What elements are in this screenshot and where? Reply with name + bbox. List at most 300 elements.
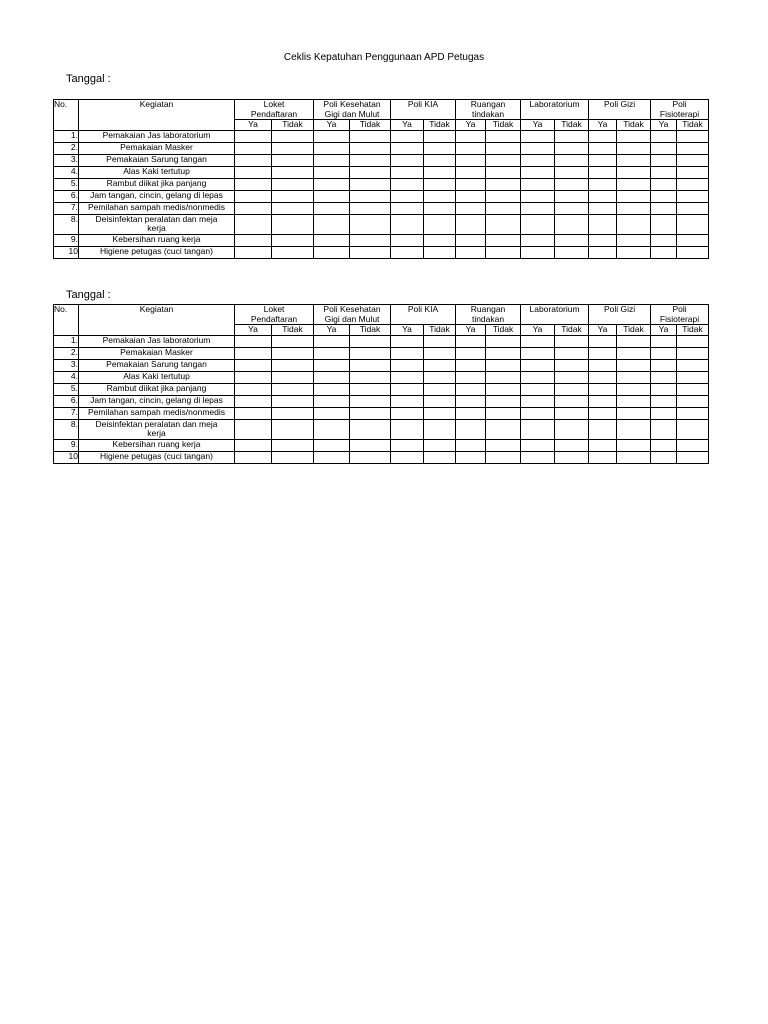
check-cell-no[interactable] (272, 246, 314, 258)
check-cell-no[interactable] (272, 439, 314, 451)
check-cell-no[interactable] (677, 166, 709, 178)
check-cell-yes[interactable] (235, 335, 272, 347)
check-cell-yes[interactable] (314, 142, 350, 154)
check-cell-yes[interactable] (314, 439, 350, 451)
item-number: 7. (54, 202, 79, 214)
check-cell-no[interactable] (424, 395, 456, 407)
check-cell-yes[interactable] (314, 371, 350, 383)
check-cell-yes[interactable] (651, 214, 677, 234)
check-cell-yes[interactable] (651, 359, 677, 371)
check-cell-yes[interactable] (391, 359, 424, 371)
check-cell-no[interactable] (677, 439, 709, 451)
check-cell-no[interactable] (424, 142, 456, 154)
check-cell-yes[interactable] (314, 130, 350, 142)
check-cell-yes[interactable] (314, 347, 350, 359)
check-cell-yes[interactable] (456, 202, 486, 214)
header-no-option: Tidak (677, 325, 709, 336)
check-cell-no[interactable] (424, 190, 456, 202)
check-cell-yes[interactable] (235, 439, 272, 451)
check-cell-yes[interactable] (391, 347, 424, 359)
check-cell-no[interactable] (350, 395, 391, 407)
check-cell-yes[interactable] (651, 234, 677, 246)
check-cell-no[interactable] (555, 234, 589, 246)
check-cell-no[interactable] (555, 347, 589, 359)
check-cell-no[interactable] (272, 154, 314, 166)
check-cell-yes[interactable] (314, 407, 350, 419)
check-cell-yes[interactable] (391, 202, 424, 214)
check-cell-no[interactable] (272, 407, 314, 419)
check-cell-no[interactable] (617, 335, 651, 347)
check-cell-no[interactable] (272, 130, 314, 142)
check-cell-yes[interactable] (589, 439, 617, 451)
item-activity (79, 154, 235, 166)
header-no-option: Tidak (424, 120, 456, 131)
check-cell-yes[interactable] (456, 166, 486, 178)
check-cell-yes[interactable] (521, 335, 555, 347)
check-cell-no[interactable] (617, 154, 651, 166)
check-cell-no[interactable] (677, 234, 709, 246)
check-cell-no[interactable] (424, 383, 456, 395)
check-cell-yes[interactable] (391, 371, 424, 383)
check-cell-no[interactable] (424, 371, 456, 383)
check-cell-no[interactable] (677, 383, 709, 395)
check-cell-yes[interactable] (521, 439, 555, 451)
check-cell-no[interactable] (272, 419, 314, 439)
check-cell-yes[interactable] (235, 395, 272, 407)
check-cell-no[interactable] (677, 395, 709, 407)
check-cell-no[interactable] (272, 383, 314, 395)
check-cell-yes[interactable] (314, 419, 350, 439)
check-cell-yes[interactable] (314, 214, 350, 234)
check-cell-yes[interactable] (589, 190, 617, 202)
check-cell-no[interactable] (486, 190, 521, 202)
check-cell-yes[interactable] (235, 359, 272, 371)
check-cell-yes[interactable] (235, 234, 272, 246)
check-cell-no[interactable] (272, 214, 314, 234)
check-cell-no[interactable] (486, 335, 521, 347)
check-cell-yes[interactable] (314, 166, 350, 178)
check-cell-yes[interactable] (456, 142, 486, 154)
check-cell-no[interactable] (272, 347, 314, 359)
check-cell-yes[interactable] (391, 439, 424, 451)
check-cell-no[interactable] (677, 347, 709, 359)
check-cell-yes[interactable] (651, 371, 677, 383)
check-cell-yes[interactable] (456, 190, 486, 202)
check-cell-no[interactable] (677, 335, 709, 347)
check-cell-yes[interactable] (456, 154, 486, 166)
check-cell-no[interactable] (617, 371, 651, 383)
check-cell-no[interactable] (555, 335, 589, 347)
check-cell-yes[interactable] (651, 383, 677, 395)
check-cell-no[interactable] (617, 234, 651, 246)
check-cell-yes[interactable] (589, 359, 617, 371)
header-area (589, 305, 651, 325)
check-cell-no[interactable] (555, 142, 589, 154)
check-cell-no[interactable] (350, 439, 391, 451)
check-cell-no[interactable] (486, 371, 521, 383)
check-cell-yes[interactable] (589, 246, 617, 258)
check-cell-no[interactable] (424, 214, 456, 234)
check-cell-yes[interactable] (589, 383, 617, 395)
header-area (651, 305, 709, 325)
check-cell-no[interactable] (424, 359, 456, 371)
check-cell-no[interactable] (677, 142, 709, 154)
check-cell-no[interactable] (555, 359, 589, 371)
check-cell-no[interactable] (617, 190, 651, 202)
check-cell-no[interactable] (350, 214, 391, 234)
check-cell-no[interactable] (617, 395, 651, 407)
check-cell-yes[interactable] (456, 395, 486, 407)
check-cell-yes[interactable] (521, 419, 555, 439)
check-cell-no[interactable] (486, 214, 521, 234)
check-cell-no[interactable] (555, 178, 589, 190)
check-cell-no[interactable] (350, 359, 391, 371)
check-cell-no[interactable] (486, 142, 521, 154)
check-cell-no[interactable] (677, 202, 709, 214)
check-cell-no[interactable] (486, 383, 521, 395)
check-cell-no[interactable] (424, 154, 456, 166)
check-cell-no[interactable] (486, 130, 521, 142)
table-row (54, 154, 709, 166)
check-cell-no[interactable] (424, 166, 456, 178)
check-cell-no[interactable] (617, 451, 651, 463)
check-cell-yes[interactable] (456, 419, 486, 439)
check-cell-no[interactable] (350, 190, 391, 202)
check-cell-no[interactable] (677, 178, 709, 190)
check-cell-no[interactable] (424, 407, 456, 419)
check-cell-yes[interactable] (521, 371, 555, 383)
check-cell-yes[interactable] (651, 130, 677, 142)
area-label-line: Loket (263, 304, 285, 314)
check-cell-yes[interactable] (589, 154, 617, 166)
check-cell-yes[interactable] (589, 395, 617, 407)
check-cell-no[interactable] (272, 371, 314, 383)
check-cell-yes[interactable] (456, 383, 486, 395)
check-cell-no[interactable] (617, 383, 651, 395)
check-cell-no[interactable] (350, 371, 391, 383)
check-cell-yes[interactable] (235, 142, 272, 154)
check-cell-yes[interactable] (651, 395, 677, 407)
table-row (54, 371, 709, 383)
check-cell-yes[interactable] (314, 154, 350, 166)
check-cell-yes[interactable] (651, 451, 677, 463)
check-cell-yes[interactable] (521, 234, 555, 246)
check-cell-no[interactable] (617, 419, 651, 439)
check-cell-no[interactable] (617, 166, 651, 178)
check-cell-no[interactable] (677, 419, 709, 439)
area-label-line: Ruangan (470, 304, 506, 314)
check-cell-no[interactable] (555, 395, 589, 407)
check-cell-no[interactable] (486, 419, 521, 439)
check-cell-yes[interactable] (456, 178, 486, 190)
check-cell-no[interactable] (617, 439, 651, 451)
check-cell-yes[interactable] (521, 451, 555, 463)
check-cell-no[interactable] (677, 154, 709, 166)
check-cell-no[interactable] (677, 130, 709, 142)
check-cell-yes[interactable] (456, 130, 486, 142)
check-cell-yes[interactable] (651, 142, 677, 154)
check-cell-no[interactable] (424, 246, 456, 258)
check-cell-yes[interactable] (235, 178, 272, 190)
check-cell-yes[interactable] (235, 383, 272, 395)
check-cell-yes[interactable] (589, 234, 617, 246)
check-cell-no[interactable] (486, 451, 521, 463)
check-cell-yes[interactable] (314, 335, 350, 347)
check-cell-no[interactable] (350, 166, 391, 178)
check-cell-no[interactable] (424, 130, 456, 142)
check-cell-yes[interactable] (651, 166, 677, 178)
check-cell-yes[interactable] (456, 214, 486, 234)
check-cell-no[interactable] (617, 178, 651, 190)
check-cell-no[interactable] (424, 178, 456, 190)
check-cell-no[interactable] (424, 347, 456, 359)
check-cell-no[interactable] (272, 166, 314, 178)
check-cell-no[interactable] (617, 246, 651, 258)
check-cell-yes[interactable] (391, 383, 424, 395)
check-cell-no[interactable] (486, 439, 521, 451)
check-cell-yes[interactable] (235, 190, 272, 202)
header-no-option: Tidak (350, 120, 391, 131)
check-cell-no[interactable] (555, 371, 589, 383)
check-cell-yes[interactable] (589, 178, 617, 190)
check-cell-yes[interactable] (589, 347, 617, 359)
check-cell-yes[interactable] (235, 130, 272, 142)
check-cell-yes[interactable] (391, 407, 424, 419)
check-cell-yes[interactable] (235, 214, 272, 234)
check-cell-yes[interactable] (521, 246, 555, 258)
check-cell-no[interactable] (486, 166, 521, 178)
check-cell-yes[interactable] (589, 335, 617, 347)
check-cell-no[interactable] (486, 202, 521, 214)
check-cell-no[interactable] (350, 142, 391, 154)
header-area (391, 100, 456, 120)
check-cell-no[interactable] (555, 383, 589, 395)
check-cell-yes[interactable] (521, 407, 555, 419)
check-cell-yes[interactable] (521, 154, 555, 166)
check-cell-yes[interactable] (456, 234, 486, 246)
check-cell-no[interactable] (617, 142, 651, 154)
check-cell-yes[interactable] (521, 395, 555, 407)
check-cell-yes[interactable] (235, 347, 272, 359)
check-cell-no[interactable] (486, 154, 521, 166)
check-cell-no[interactable] (555, 439, 589, 451)
check-cell-no[interactable] (555, 190, 589, 202)
check-cell-yes[interactable] (235, 407, 272, 419)
check-cell-yes[interactable] (391, 190, 424, 202)
item-activity (79, 347, 235, 359)
check-cell-yes[interactable] (521, 130, 555, 142)
check-cell-no[interactable] (555, 166, 589, 178)
check-cell-no[interactable] (677, 246, 709, 258)
check-cell-no[interactable] (486, 347, 521, 359)
check-cell-no[interactable] (486, 395, 521, 407)
check-cell-no[interactable] (555, 202, 589, 214)
check-cell-no[interactable] (555, 451, 589, 463)
check-cell-yes[interactable] (391, 130, 424, 142)
check-cell-no[interactable] (272, 142, 314, 154)
check-cell-yes[interactable] (651, 407, 677, 419)
check-cell-yes[interactable] (456, 371, 486, 383)
check-cell-yes[interactable] (314, 451, 350, 463)
check-cell-yes[interactable] (651, 190, 677, 202)
check-cell-yes[interactable] (521, 142, 555, 154)
check-cell-yes[interactable] (314, 246, 350, 258)
check-cell-no[interactable] (424, 234, 456, 246)
check-cell-yes[interactable] (589, 130, 617, 142)
check-cell-yes[interactable] (235, 202, 272, 214)
check-cell-yes[interactable] (391, 451, 424, 463)
check-cell-no[interactable] (424, 419, 456, 439)
check-cell-no[interactable] (677, 214, 709, 234)
check-cell-yes[interactable] (314, 359, 350, 371)
check-cell-yes[interactable] (391, 178, 424, 190)
check-cell-yes[interactable] (235, 419, 272, 439)
check-cell-yes[interactable] (391, 246, 424, 258)
header-no-option: Tidak (677, 120, 709, 131)
check-cell-no[interactable] (424, 202, 456, 214)
check-cell-no[interactable] (350, 451, 391, 463)
check-cell-yes[interactable] (589, 451, 617, 463)
check-cell-no[interactable] (555, 407, 589, 419)
check-cell-yes[interactable] (521, 359, 555, 371)
check-cell-yes[interactable] (651, 419, 677, 439)
check-cell-yes[interactable] (651, 202, 677, 214)
check-cell-no[interactable] (555, 154, 589, 166)
check-cell-yes[interactable] (456, 439, 486, 451)
check-cell-yes[interactable] (391, 335, 424, 347)
check-cell-yes[interactable] (235, 371, 272, 383)
check-cell-yes[interactable] (235, 246, 272, 258)
check-cell-no[interactable] (486, 246, 521, 258)
check-cell-no[interactable] (486, 234, 521, 246)
area-label-line: Pendaftaran (250, 313, 298, 324)
check-cell-no[interactable] (272, 190, 314, 202)
check-cell-yes[interactable] (589, 166, 617, 178)
check-cell-yes[interactable] (651, 154, 677, 166)
date-label: Tanggal : (66, 289, 111, 301)
check-cell-no[interactable] (677, 451, 709, 463)
item-activity (79, 166, 235, 178)
check-cell-no[interactable] (272, 451, 314, 463)
check-cell-yes[interactable] (314, 234, 350, 246)
check-cell-no[interactable] (617, 202, 651, 214)
check-cell-no[interactable] (350, 246, 391, 258)
check-cell-no[interactable] (272, 359, 314, 371)
check-cell-yes[interactable] (589, 142, 617, 154)
check-cell-yes[interactable] (235, 154, 272, 166)
check-cell-yes[interactable] (651, 347, 677, 359)
check-cell-no[interactable] (350, 419, 391, 439)
check-cell-no[interactable] (555, 130, 589, 142)
check-cell-yes[interactable] (589, 202, 617, 214)
check-cell-yes[interactable] (235, 166, 272, 178)
check-cell-yes[interactable] (314, 202, 350, 214)
check-cell-no[interactable] (424, 335, 456, 347)
check-cell-no[interactable] (677, 407, 709, 419)
check-cell-no[interactable] (677, 371, 709, 383)
item-activity (79, 395, 235, 407)
check-cell-no[interactable] (424, 451, 456, 463)
check-cell-no[interactable] (617, 214, 651, 234)
check-cell-no[interactable] (350, 202, 391, 214)
check-cell-no[interactable] (350, 407, 391, 419)
check-cell-yes[interactable] (521, 166, 555, 178)
check-cell-no[interactable] (272, 234, 314, 246)
check-cell-no[interactable] (486, 407, 521, 419)
check-cell-yes[interactable] (521, 190, 555, 202)
check-cell-yes[interactable] (456, 407, 486, 419)
check-cell-yes[interactable] (391, 166, 424, 178)
check-cell-no[interactable] (486, 359, 521, 371)
check-cell-no[interactable] (555, 419, 589, 439)
check-cell-no[interactable] (555, 246, 589, 258)
check-cell-yes[interactable] (456, 347, 486, 359)
check-cell-no[interactable] (350, 383, 391, 395)
check-cell-no[interactable] (272, 202, 314, 214)
check-cell-yes[interactable] (651, 178, 677, 190)
check-cell-yes[interactable] (314, 190, 350, 202)
check-cell-no[interactable] (350, 347, 391, 359)
check-cell-yes[interactable] (589, 419, 617, 439)
check-cell-yes[interactable] (589, 371, 617, 383)
check-cell-yes[interactable] (391, 142, 424, 154)
check-cell-yes[interactable] (456, 335, 486, 347)
check-cell-no[interactable] (555, 214, 589, 234)
check-cell-yes[interactable] (391, 214, 424, 234)
check-cell-yes[interactable] (651, 439, 677, 451)
check-cell-no[interactable] (272, 335, 314, 347)
check-cell-no[interactable] (617, 359, 651, 371)
check-cell-yes[interactable] (589, 214, 617, 234)
check-cell-no[interactable] (350, 130, 391, 142)
check-cell-yes[interactable] (456, 359, 486, 371)
check-cell-yes[interactable] (651, 246, 677, 258)
check-cell-no[interactable] (350, 335, 391, 347)
check-cell-no[interactable] (350, 154, 391, 166)
check-cell-no[interactable] (617, 407, 651, 419)
check-cell-yes[interactable] (651, 335, 677, 347)
check-cell-yes[interactable] (391, 395, 424, 407)
check-cell-yes[interactable] (314, 383, 350, 395)
check-cell-yes[interactable] (521, 202, 555, 214)
check-cell-no[interactable] (272, 395, 314, 407)
check-cell-yes[interactable] (521, 383, 555, 395)
check-cell-no[interactable] (617, 130, 651, 142)
check-cell-no[interactable] (424, 439, 456, 451)
check-cell-yes[interactable] (391, 419, 424, 439)
check-cell-no[interactable] (677, 190, 709, 202)
check-cell-yes[interactable] (521, 178, 555, 190)
check-cell-no[interactable] (677, 359, 709, 371)
check-cell-yes[interactable] (456, 246, 486, 258)
check-cell-yes[interactable] (314, 395, 350, 407)
table-row (54, 359, 709, 371)
check-cell-yes[interactable] (391, 234, 424, 246)
check-cell-yes[interactable] (235, 451, 272, 463)
check-cell-yes[interactable] (521, 214, 555, 234)
check-cell-yes[interactable] (589, 407, 617, 419)
check-cell-no[interactable] (617, 347, 651, 359)
check-cell-yes[interactable] (521, 347, 555, 359)
check-cell-yes[interactable] (314, 178, 350, 190)
check-cell-no[interactable] (350, 234, 391, 246)
header-yes: Ya (235, 325, 272, 336)
check-cell-yes[interactable] (391, 154, 424, 166)
check-cell-no[interactable] (350, 178, 391, 190)
check-cell-no[interactable] (272, 178, 314, 190)
check-cell-no[interactable] (486, 178, 521, 190)
check-cell-yes[interactable] (456, 451, 486, 463)
